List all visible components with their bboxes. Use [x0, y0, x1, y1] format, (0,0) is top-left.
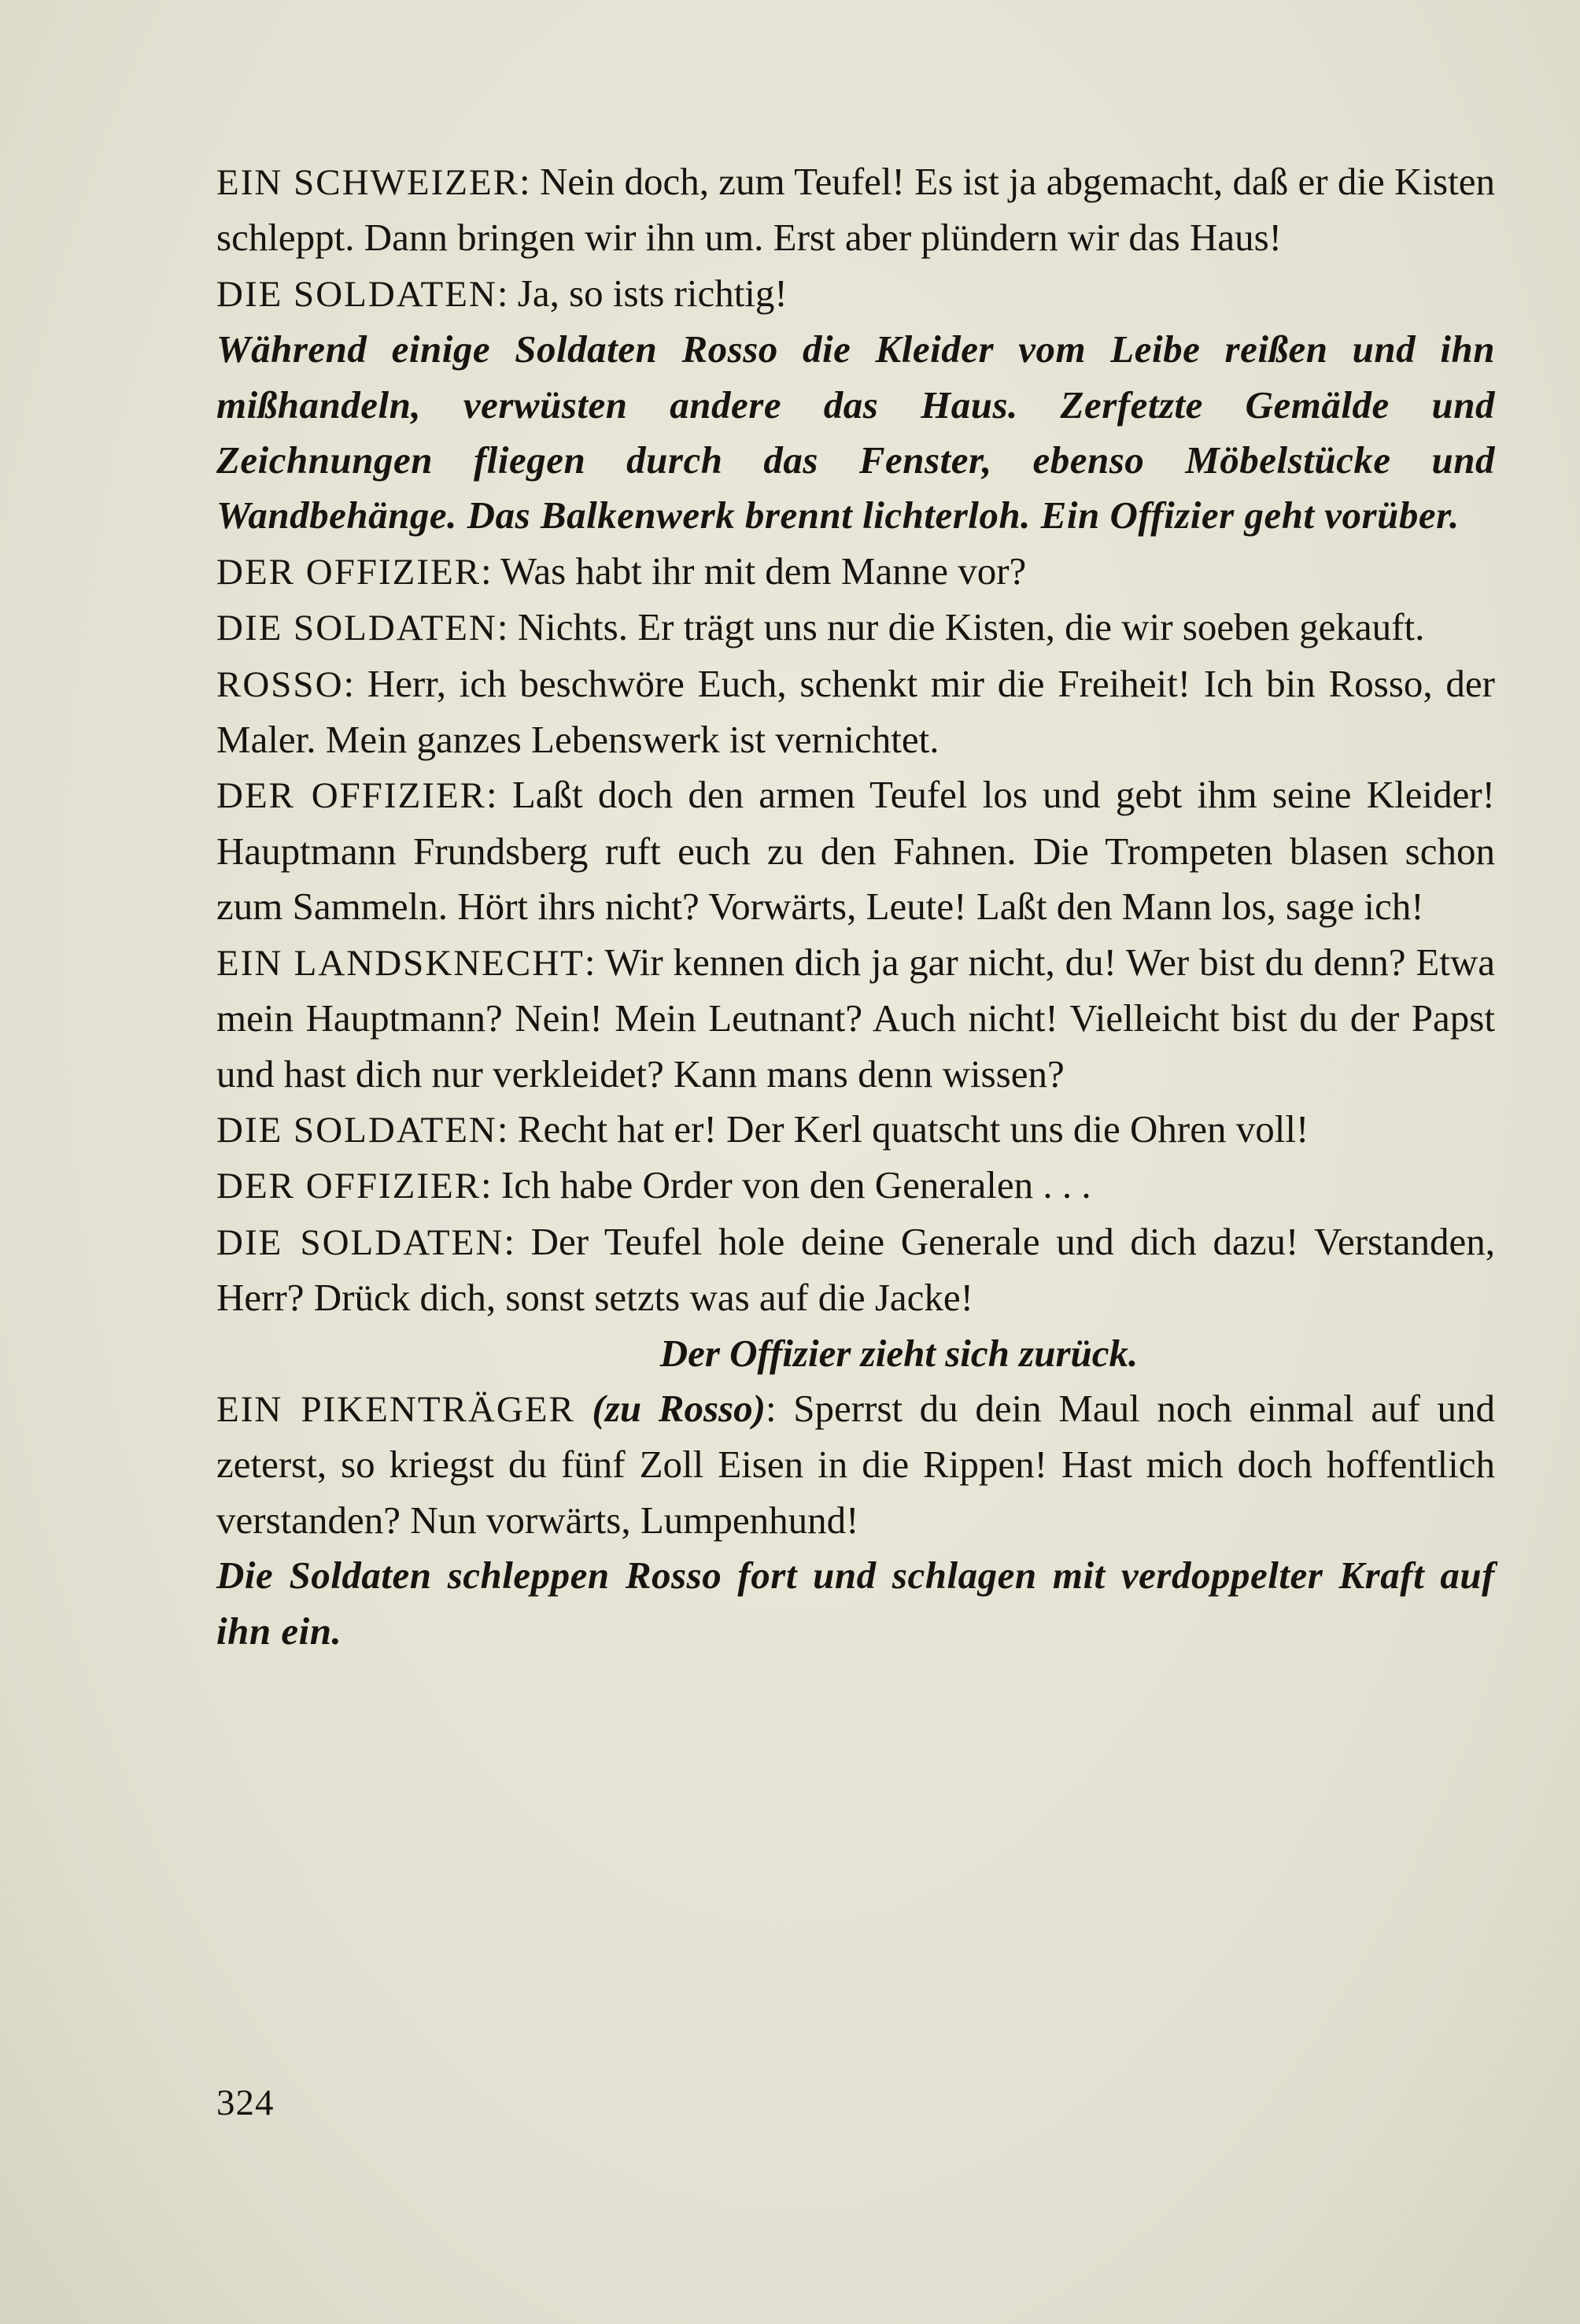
speech-text: Laßt doch den armen Teufel los und gebt ihm seine Kleider! Hauptmann Frundsberg ruft euch zu den Fahnen. Die Trompeten blasen schon zum Sammeln. Hört ihrs nicht? Vorwärts, Leute! Laßt den Mann los, sage ich! — [216, 773, 1495, 929]
speaker-separator: : — [765, 1386, 794, 1430]
speaker-name: DER OFFIZIER — [216, 551, 482, 593]
speaker-separator: : — [497, 1107, 518, 1151]
speaker-separator: : — [497, 605, 518, 649]
speech-paragraph — [216, 154, 1495, 266]
speech-paragraph — [216, 600, 1495, 656]
speech-text: Recht hat er! Der Kerl quatscht uns die Ohren voll! — [517, 1107, 1309, 1151]
speaker-name: DER OFFIZIER — [216, 775, 487, 817]
stage-direction-centered: Der Offizier zieht sich zurück. — [659, 1331, 1139, 1375]
page-number: 324 — [216, 2082, 275, 2123]
speaker-name: DIE SOLDATEN — [216, 1109, 497, 1151]
speech-paragraph — [216, 1102, 1495, 1158]
speaker-name: DIE SOLDATEN — [216, 1221, 504, 1263]
speech-paragraph — [216, 1214, 1495, 1326]
speech-text: Wir kennen dich ja gar nicht, du! Wer bist du denn? Etwa mein Hauptmann? Nein! Mein Leutnant? Auch nicht! Vielleicht bist du der Papst und hast dich nur verkleidet? Kann mans denn wissen? — [216, 940, 1495, 1095]
speaker-name: EIN PIKENTRÄGER — [216, 1388, 575, 1430]
speaker-name: ROSSO — [216, 663, 344, 705]
play-text — [216, 154, 1495, 1659]
speaker-separator: : — [519, 160, 540, 203]
speaker-separator: : — [584, 940, 605, 984]
speech-paragraph — [216, 1381, 1495, 1548]
speech-paragraph — [216, 656, 1495, 768]
speech-text: Ja, so ists richtig! — [517, 271, 788, 315]
speech-text: Was habt ihr mit dem Manne vor? — [500, 549, 1027, 593]
speaker-name: DIE SOLDATEN — [216, 608, 497, 649]
speech-text: Nichts. Er trägt uns nur die Kisten, die wir soeben gekauft. — [517, 605, 1425, 649]
speech-paragraph — [216, 1158, 1495, 1214]
speaker-name: DIE SOLDATEN — [216, 273, 497, 315]
speech-text: Nein doch, zum Teufel! Es ist ja abgemacht, daß er die Kisten schleppt. Dann bringen wir ihn um. Erst aber plündern wir das Haus! — [216, 160, 1495, 260]
speech-paragraph — [216, 544, 1495, 600]
speech-text: Sperrst du dein Maul noch einmal auf und zeterst, so kriegst du fünf Zoll Eisen in die Rippen! Hast mich doch hoffentlich verstanden? Nun vorwärts, Lumpenhund! — [216, 1386, 1496, 1542]
speaker-separator: : — [486, 773, 512, 817]
speech-paragraph — [216, 266, 1495, 322]
speaker-separator: : — [504, 1219, 531, 1263]
speech-text: Der Teufel hole deine Generale und dich dazu! Verstanden, Herr? Drück dich, sonst setzts was auf die Jacke! — [216, 1219, 1495, 1320]
speech-paragraph — [216, 935, 1495, 1102]
speaker-name: DER OFFIZIER — [216, 1166, 482, 1207]
stage-direction: Die Soldaten schleppen Rosso fort und schlagen mit verdoppelter Kraft auf ihn ein. — [216, 1554, 1495, 1653]
speaker-separator: : — [497, 271, 518, 315]
inline-stage-direction: (zu Rosso) — [592, 1386, 766, 1430]
speaker-name: EIN SCHWEIZER — [216, 162, 520, 203]
stage-direction: Während einige Soldaten Rosso die Kleider vom Leibe reißen und ihn mißhandeln, verwüsten andere das Haus. Zerfetzte Gemälde und Zeichnungen fliegen durch das Fenster, ebenso Möbelstücke und Wandbehänge. Das Balkenwerk brennt lichterloh. Ein Offizier geht vorüber. — [216, 327, 1495, 538]
speaker-name: EIN LANDSKNECHT — [216, 942, 585, 984]
speech-paragraph — [216, 767, 1495, 934]
speaker-separator: : — [343, 661, 367, 705]
speaker-separator: : — [481, 1163, 501, 1207]
speaker-separator: : — [481, 549, 501, 593]
speech-text: Herr, ich beschwöre Euch, schenkt mir die Freiheit! Ich bin Rosso, der Maler. Mein ganzes Lebenswerk ist vernichtet. — [216, 661, 1495, 762]
speech-text: Ich habe Order von den Generalen . . . — [500, 1163, 1091, 1207]
